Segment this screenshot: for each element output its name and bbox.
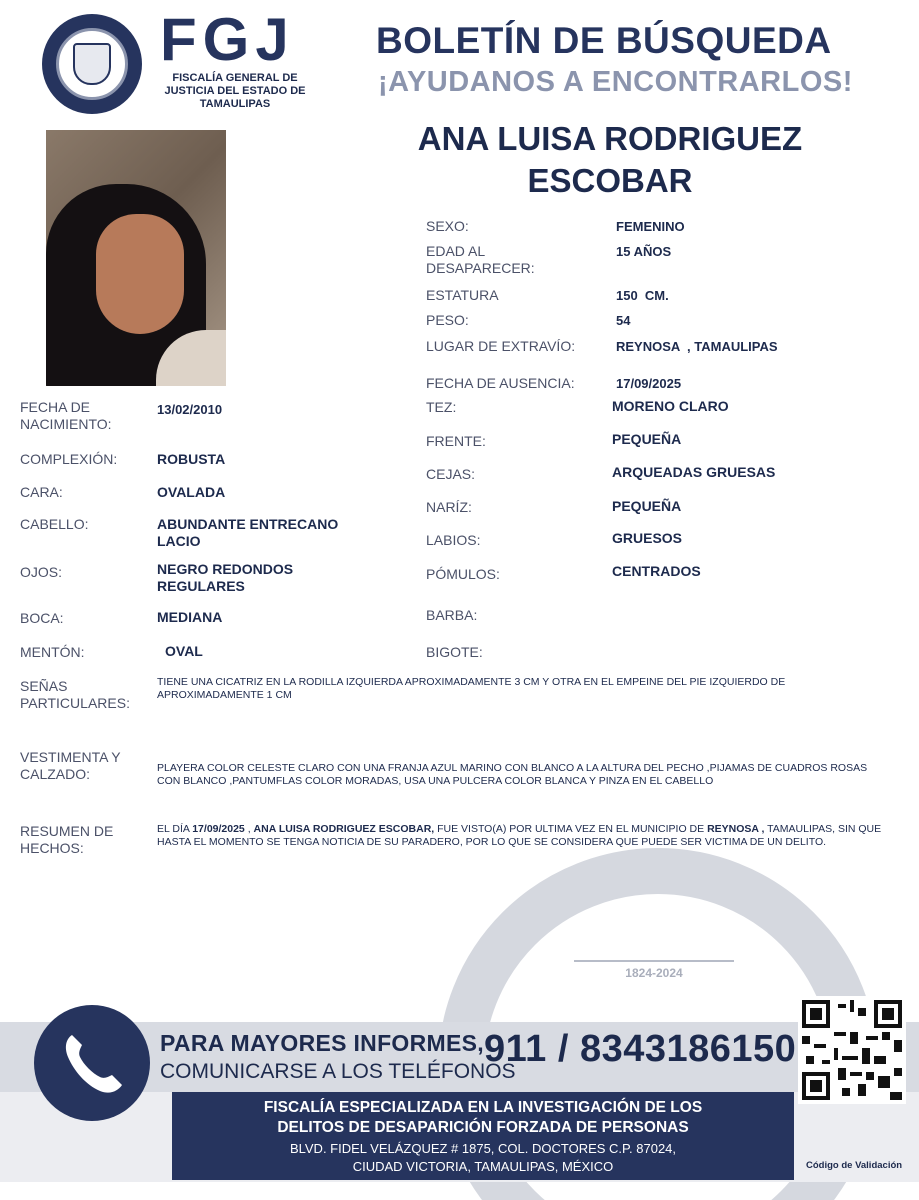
boca-label: BOCA: [20,610,64,626]
fecha-ausencia-value: 17/09/2025 [616,376,682,391]
edad-label [426,243,535,277]
estatura-label: ESTATURA [426,287,499,303]
person-name-line2: ESCOBAR [527,162,693,199]
peso-label: PESO: [426,312,469,328]
cara-value: OVALADA [157,484,226,500]
person-name [360,118,860,202]
frente-label: FRENTE: [426,433,486,449]
peso-value: 54 [616,313,631,328]
vestimenta-label [20,749,121,783]
nariz-value: PEQUEÑA [612,498,682,514]
vestimenta-text: PLAYERA COLOR CELESTE CLARO CON UNA FRANJA AZUL MARINO CON BLANCO A LA ALTURA DEL PECHO ,PIJAMAS DE CUADROS ROSAS CON BLANCO ,PANTUMFLAS COLOR MORADAS, USA UNA PULCERA COLOR BLANCA Y PINZA EN EL CABELLO [157,762,868,787]
menton-value: OVAL [165,643,203,659]
estatura-value: 150 CM. [616,288,669,303]
fiscalia-address [180,1140,786,1176]
edad-label-line1: EDAD AL [426,243,486,259]
bigote-label: BIGOTE: [426,644,483,660]
complexion-label: COMPLEXIÓN: [20,451,118,467]
resumen-label-line1: RESUMEN DE [20,823,114,839]
cabello-label: CABELLO: [20,516,89,532]
lugar-value: REYNOSA , TAMAULIPAS [616,339,778,354]
address-line2: CIUDAD VICTORIA, TAMAULIPAS, MÉXICO [352,1159,614,1174]
cabello-value-line1: ABUNDANTE ENTRECANO [157,516,339,532]
pomulos-label: PÓMULOS: [426,566,500,582]
labios-value: GRUESOS [612,530,683,546]
validation-code-label: Código de Validación [806,1160,903,1171]
nacimiento-label-line2: NACIMIENTO: [20,416,112,432]
senas-text: TIENE UNA CICATRIZ EN LA RODILLA IZQUIERDA APROXIMADAMENTE 3 CM Y OTRA EN EL EMPEINE DEL PIE IZQUIERDO DE APROXIMADAMENTE 1 CM [157,676,786,701]
person-name-line1: ANA LUISA RODRIGUEZ [417,120,803,157]
edad-label-line2: DESAPARECER: [426,260,535,276]
vestimenta-label-line2: CALZADO: [20,766,91,782]
barba-label: BARBA: [426,607,478,623]
cejas-value: ARQUEADAS GRUESAS [612,464,776,480]
complexion-value: ROBUSTA [157,451,226,467]
sexo-label: SEXO: [426,218,469,234]
boca-value: MEDIANA [157,609,223,625]
ojos-value-line2: REGULARES [157,578,245,594]
nacimiento-value: 13/02/2010 [157,402,223,417]
resumen-date: 17/09/2025 [192,823,245,835]
info-line1: PARA MAYORES INFORMES, [160,1030,484,1056]
lugar-label: LUGAR DE EXTRAVÍO: [426,338,576,354]
senas-label [20,678,130,712]
nariz-label: NARÍZ: [426,499,472,515]
resumen-part-1: EL DÍA [157,823,193,835]
menton-label: MENTÓN: [20,644,85,660]
fgj-logo-text: FGJ [160,6,295,73]
resumen-place: REYNOSA , [707,823,765,835]
ojos-value-line1: NEGRO REDONDOS [157,561,294,577]
bulletin-title: BOLETÍN DE BÚSQUEDA [376,20,832,61]
info-line2: COMUNICARSE A LOS TELÉFONOS [160,1060,516,1083]
phone-icon [34,1005,150,1121]
address-line1: BLVD. FIDEL VELÁZQUEZ # 1875, COL. DOCTORES C.P. 87024, [289,1141,677,1156]
cabello-value-line2: LACIO [157,533,201,549]
watermark-year: 1824-2024 [625,966,683,980]
resumen-part-2: , [244,823,254,835]
ojos-label: OJOS: [20,564,63,580]
pomulos-value: CENTRADOS [612,563,701,579]
resumen-part-3: FUE VISTO(A) POR ULTIMA VEZ EN EL MUNICIPIO DE [434,823,708,835]
cejas-label: CEJAS: [426,466,476,482]
frente-value: PEQUEÑA [612,431,682,447]
tez-value: MORENO CLARO [612,398,729,414]
missing-person-photo [46,130,226,386]
resumen-text [157,823,889,848]
labios-label: LABIOS: [426,532,481,548]
nacimiento-label [20,399,112,433]
sexo-value: FEMENINO [616,219,685,234]
ojos-value [157,561,293,595]
fecha-ausencia-label: FECHA DE AUSENCIA: [426,375,575,391]
tez-label: TEZ: [426,399,457,415]
nacimiento-label-line1: FECHA DE [20,399,91,415]
fiscalia-line2: DELITOS DE DESAPARICIÓN FORZADA DE PERSONAS [277,1119,689,1136]
senas-label-line1: SEÑAS [20,678,68,694]
qr-code-icon[interactable] [798,996,906,1104]
vestimenta-label-line1: VESTIMENTA Y [20,749,121,765]
fiscalia-line1: FISCALÍA ESPECIALIZADA EN LA INVESTIGACIÓN DE LOS [263,1099,703,1116]
cabello-value [157,516,338,550]
resumen-label [20,823,113,857]
senas-label-line2: PARTICULARES: [20,695,130,711]
cara-label: CARA: [20,484,63,500]
resumen-name: ANA LUISA RODRIGUEZ ESCOBAR, [253,823,435,835]
fiscalia-name [180,1098,786,1138]
resumen-part-4: TAMAULIPAS, SIN QUE HASTA EL MOMENTO SE TENGA NOTICIA DE SU PARADERO, POR LO QUE SE CONSIDERA QUE PUEDE SER VICTIMA DE UN DELITO. [157,823,882,848]
edad-value: 15 AÑOS [616,244,672,259]
bulletin-subtitle: ¡AYUDANOS A ENCONTRARLOS! [378,66,853,98]
resumen-label-line2: HECHOS: [20,840,84,856]
phone-number[interactable]: 911 / 8343186150 [484,1028,797,1070]
fgj-subtitle: FISCALÍA GENERAL DE JUSTICIA DEL ESTADO DE TAMAULIPAS [164,72,306,110]
fgj-seal-icon [42,14,142,114]
